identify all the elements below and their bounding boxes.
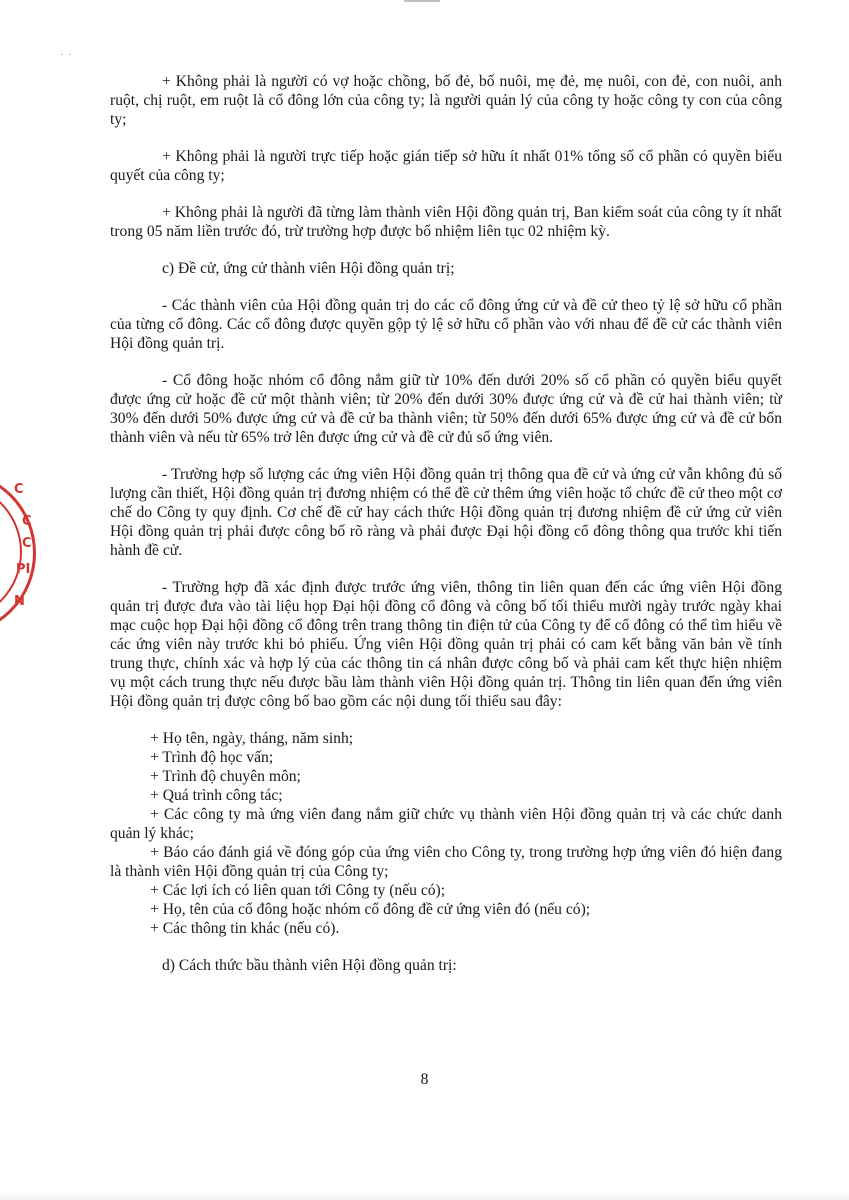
list-item: + Họ, tên của cổ đông hoặc nhóm cổ đông đề cử ứng viên đó (nếu có); <box>150 901 591 918</box>
paragraph-not-former-member: + Không phải là người đã từng làm thành viên Hội đồng quản trị, Ban kiểm soát của công ty ít nhất trong 05 năm liền trước đó, trừ trường hợp được bổ nhiệm liên tục 02 nhiệm kỳ. <box>110 204 782 240</box>
stamp-char: C <box>22 514 32 529</box>
list-item: + Trình độ chuyên môn; <box>150 768 301 785</box>
section-heading-d: d) Cách thức bầu thành viên Hội đồng quản trị: <box>162 957 457 974</box>
red-stamp-fragment <box>0 470 38 640</box>
scan-dots: · · <box>60 50 72 61</box>
stamp-char: N <box>14 594 25 609</box>
scan-top-mark <box>404 0 440 2</box>
document-body <box>110 72 782 993</box>
page-number: 8 <box>420 1071 429 1088</box>
paragraph-nomination-members: - Các thành viên của Hội đồng quản trị do các cổ đông ứng cử và đề cử theo tỷ lệ sở hữu cổ phần của từng cổ đông. Các cổ đông được quyền gộp tỷ lệ sở hữu cổ phần vào với nhau để đề cử các thành viên Hội đồng quản trị. <box>110 297 782 352</box>
list-item: + Họ tên, ngày, tháng, năm sinh; <box>150 730 354 747</box>
paragraph-not-related: + Không phải là người có vợ hoặc chồng, bố đẻ, bố nuôi, mẹ đẻ, mẹ nuôi, con đẻ, con nuôi, anh ruột, chị ruột, em ruột là cổ đông lớn của công ty; là người quản lý của công ty hoặc công ty con của công ty; <box>110 73 782 128</box>
paragraph-not-owner: + Không phải là người trực tiếp hoặc gián tiếp sở hữu ít nhất 01% tổng số cổ phần có quyền biểu quyết của công ty; <box>110 148 782 184</box>
paragraph-candidate-information: - Trường hợp đã xác định được trước ứng viên, thông tin liên quan đến các ứng viên Hội đồng quản trị được đưa vào tài liệu họp Đại hội đồng cổ đông và công bố tối thiểu mười ngày trước ngày khai mạc cuộc họp Đại hội đồng cổ đông trên trang thông tin điện tử của Công ty để cổ đông có thể tìm hiểu về các ứng viên này trước khi bỏ phiếu. Ứng viên Hội đồng quản trị phải có cam kết bằng văn bản về tính trung thực, chính xác và hợp lý của các thông tin cá nhân được công bố và phải cam kết thực hiện nhiệm vụ một cách trung thực nếu được bầu làm thành viên Hội đồng quản trị. Thông tin liên quan đến ứng viên Hội đồng quản trị được công bố bao gồm các nội dung tối thiểu sau đây: <box>110 579 782 710</box>
scan-bottom-edge <box>0 1192 849 1200</box>
stamp-char: C <box>22 536 32 551</box>
list-item: + Các thông tin khác (nếu có). <box>150 920 340 937</box>
list-item: + Các lợi ích có liên quan tới Công ty (nếu có); <box>150 882 446 899</box>
list-item: + Các công ty mà ứng viên đang nắm giữ chức vụ thành viên Hội đồng quản trị và các chức danh quản lý khác; <box>110 806 782 842</box>
list-item: + Trình độ học vấn; <box>150 749 274 766</box>
paragraph-insufficient-candidates: - Trường hợp số lượng các ứng viên Hội đồng quản trị thông qua đề cử và ứng cử vẫn không đủ số lượng cần thiết, Hội đồng quản trị đương nhiệm có thể đề cử thêm ứng viên hoặc tổ chức đề cử theo một cơ chế do Công ty quy định. Cơ chế đề cử hay cách thức Hội đồng quản trị đương nhiệm đề cử ứng cử viên Hội đồng quản trị phải được công bố rõ ràng và phải được Đại hội đồng cổ đông thông qua trước khi tiến hành đề cử. <box>110 466 782 559</box>
candidate-info-list <box>110 729 782 938</box>
section-heading-c: c) Đề cử, ứng cử thành viên Hội đồng quản trị; <box>162 260 455 277</box>
paragraph-nomination-thresholds: - Cổ đông hoặc nhóm cổ đông nắm giữ từ 10% đến dưới 20% số cổ phần có quyền biểu quyết được ứng cử hoặc đề cử một thành viên; từ 20% đến dưới 30% được ứng cử và đề cử hai thành viên; từ 30% đến dưới 50% được ứng cử và đề cử ba thành viên; từ 50% đến dưới 65% được ứng cử và đề cử bốn thành viên và nếu từ 65% trở lên được ứng cử và đề cử đủ số ứng viên. <box>110 372 782 446</box>
stamp-char: C <box>14 482 24 497</box>
list-item: + Quá trình công tác; <box>150 787 283 804</box>
list-item: + Báo cáo đánh giá về đóng góp của ứng viên cho Công ty, trong trường hợp ứng viên đó hiện đang là thành viên Hội đồng quản trị của Công ty; <box>110 844 782 880</box>
stamp-char: PI <box>16 562 31 577</box>
